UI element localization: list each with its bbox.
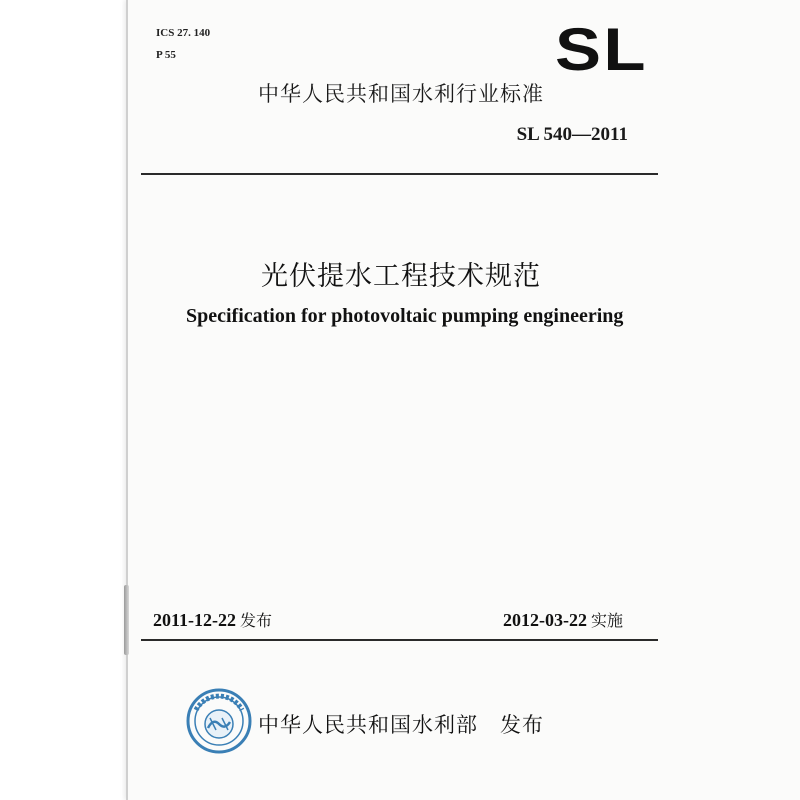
- implement-date: 2012-03-22: [503, 610, 587, 630]
- ics-code: ICS 27. 140: [156, 27, 211, 39]
- document-cover: [126, 0, 800, 800]
- standard-code: SL 540—2011: [516, 124, 628, 145]
- bottom-divider: [141, 639, 658, 641]
- ministry-seal-icon: [186, 688, 252, 754]
- publisher: 中华人民共和国水利部 发布: [258, 713, 544, 737]
- issue-date-line: [153, 608, 272, 631]
- implement-label: 实施: [591, 611, 624, 630]
- binding-edge: [124, 585, 129, 655]
- title-chinese: 光伏提水工程技术规范: [261, 261, 541, 292]
- sl-logo: SL: [555, 16, 648, 83]
- classification-codes: [156, 22, 210, 66]
- standard-organization: 中华人民共和国水利行业标准: [258, 82, 544, 106]
- class-code: P 55: [156, 49, 176, 61]
- top-divider: [141, 173, 658, 175]
- issue-label: 发布: [240, 611, 273, 630]
- title-english: Specification for photovoltaic pumping engineering: [186, 305, 624, 327]
- implement-date-line: [503, 608, 623, 631]
- issue-date: 2011-12-22: [153, 610, 236, 630]
